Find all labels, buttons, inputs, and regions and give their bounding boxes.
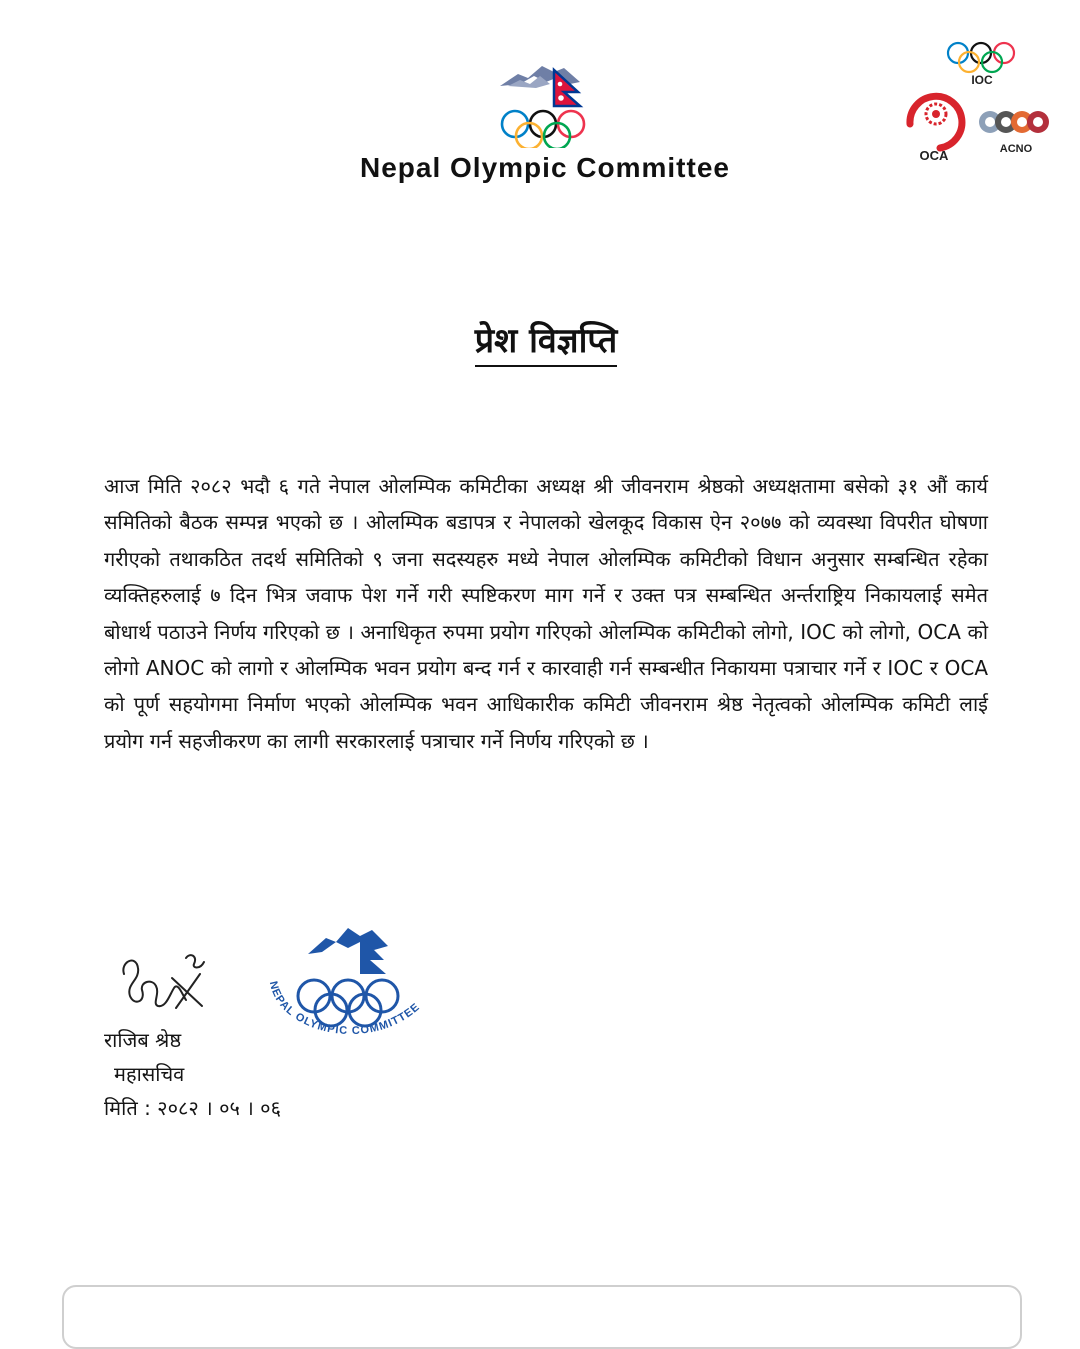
olympic-rings-icon [948, 43, 1014, 72]
press-release-body: आज मिति २०८२ भदौ ६ गते नेपाल ओलम्पिक कमिटीका अध्यक्ष श्री जीवनराम श्रेष्ठको अध्यक्षतामा बसेको ३१ औं कार्य समितिको बैठक सम्पन्न भएको छ । ओलम्पिक बडापत्र र नेपालको खेलकूद विकास ऐन २०७७ को व्यवस्था विपरीत घोषणा गरीएको तथाकठित तदर्थ समितिको ९ जना सदस्यहरु मध्ये नेपाल ओलम्पिक कमिटीको विधान अनुसार सम्बन्धित रहेका व्यक्तिहरुलाई ७ दिन भित्र जवाफ पेश गर्ने गरी स्पष्टिकरण माग गर्ने र उक्त पत्र सम्बन्धित अर्न्तराष्ट्रिय निकायलाई समेत बोधार्थ पठाउने निर्णय गरिएको छ । अनाधिकृत रुपमा प्रयोग गरिएको ओलम्पिक कमिटीको लोगो, IOC को लोगो, OCA को लोगो ANOC को लागो र ओलम्पिक भवन प्रयोग बन्द गर्न र कारवाही गर्न सम्बन्धीत निकायमा पत्राचार गर्ने र IOC र OCA को पूर्ण सहयोगमा निर्माण भएको ओलम्पिक भवन आधिकारीक कमिटी जीवनराम श्रेष्ठ नेतृत्वको ओलम्पिक कमिटी लाई प्रयोग गर्न सहजीकरण का लागी सरकारलाई पत्राचार गर्ने निर्णय गरिएको छ । [104, 474, 988, 753]
noc-logo [490, 62, 600, 148]
oca-emblem-icon [910, 96, 962, 148]
ioc-label: IOC [971, 73, 993, 87]
organization-name: Nepal Olympic Committee [360, 152, 730, 183]
oca-logo [900, 86, 972, 162]
signatory-position: महासचिव [114, 1062, 185, 1086]
acno-label: ACNO [999, 143, 1033, 155]
olympic-rings-icon [502, 111, 584, 148]
acno-logo [978, 104, 1054, 156]
stamp-mountain-icon [308, 928, 388, 974]
signatory-name: राजिब श्रेष्ठ [104, 1028, 182, 1052]
document-title-text: प्रेश विज्ञप्ति [475, 321, 617, 367]
stamp-text: NEPAL OLYMPIC COMMITTEE [266, 980, 423, 1038]
bottom-card [62, 1285, 1022, 1349]
signature [112, 944, 212, 1020]
oca-label: OCA [919, 148, 949, 162]
acno-rings-icon [979, 111, 1049, 133]
ioc-logo [944, 38, 1024, 88]
signature-date: मिति : २०८२ । ०५ । ०६ [104, 1096, 281, 1120]
document-title [0, 316, 1080, 362]
committee-stamp [256, 920, 432, 1060]
